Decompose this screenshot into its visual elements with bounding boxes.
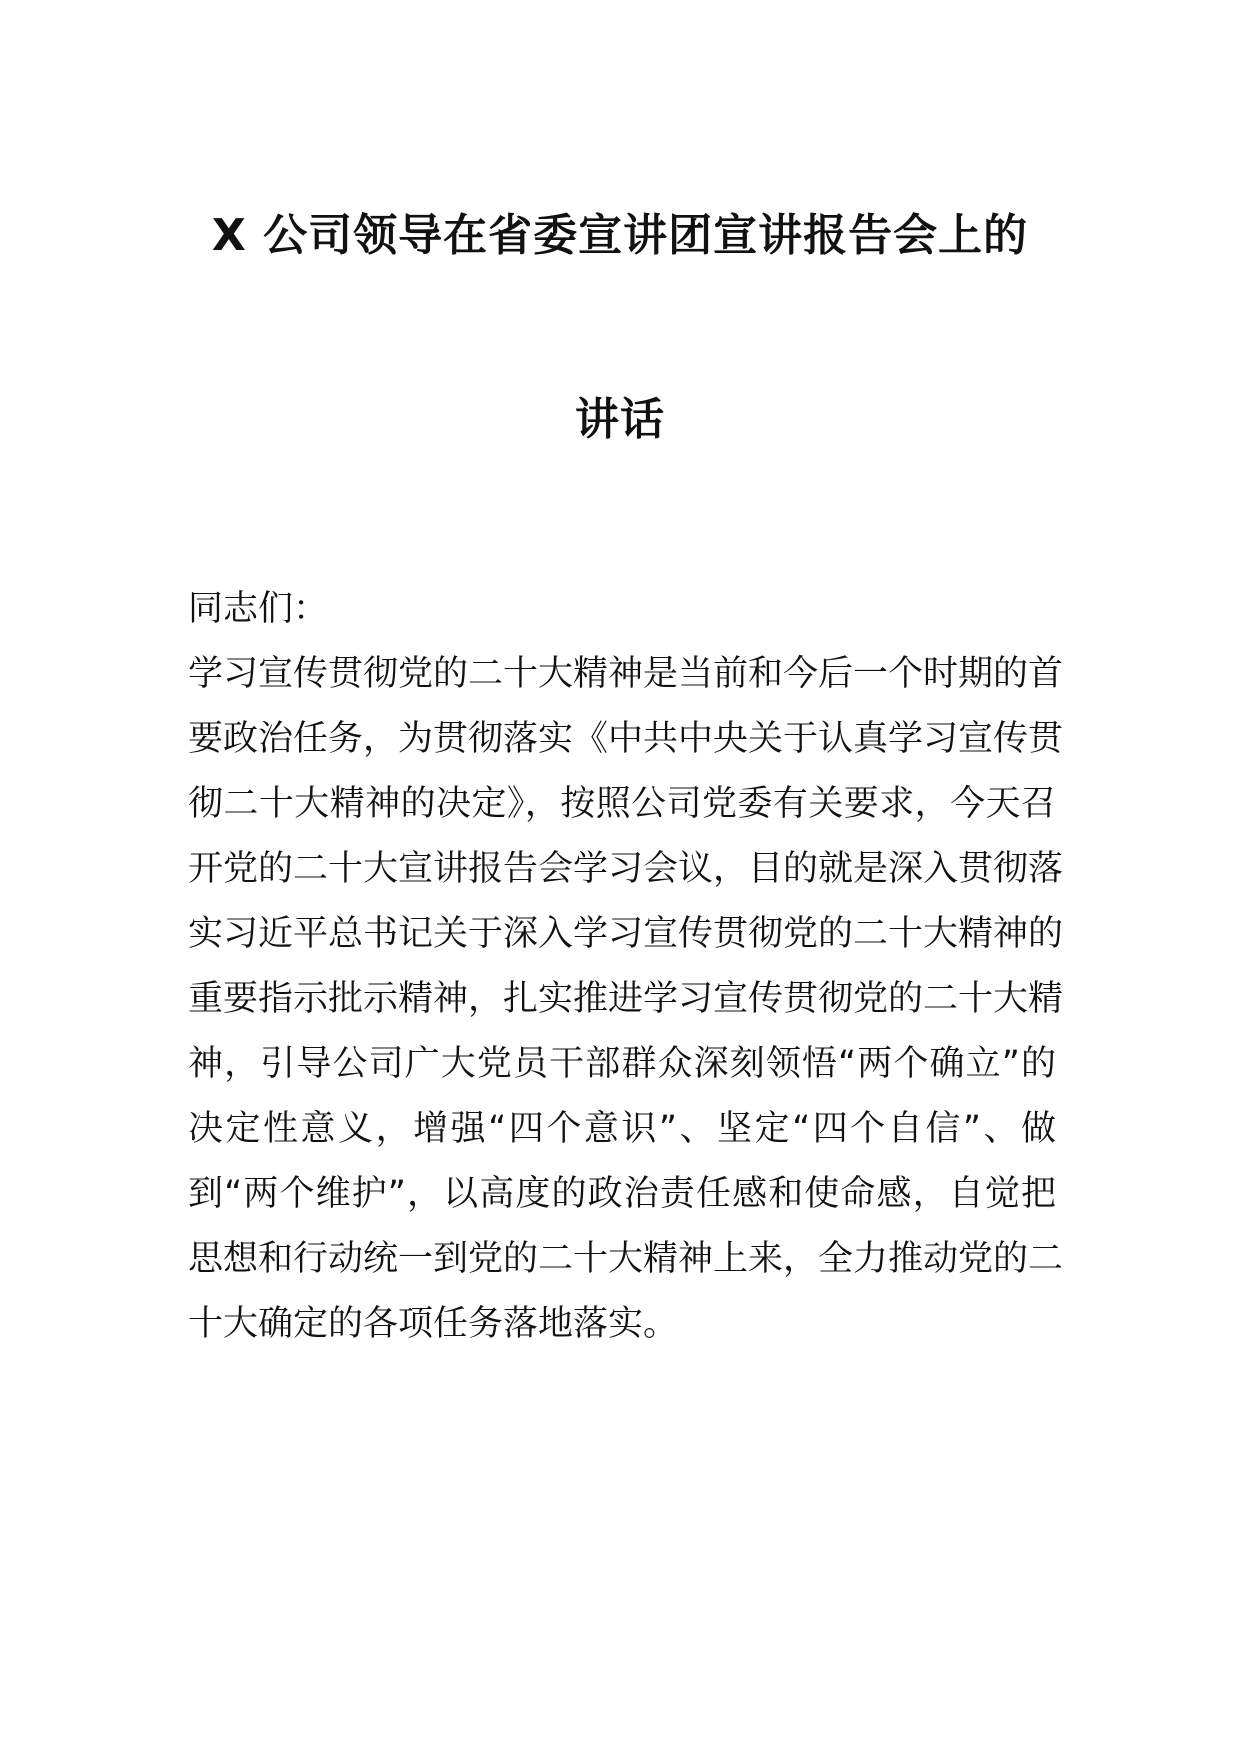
paragraph-line: 神，引导公司广大党员干部群众深刻领悟“两个确立”的 [188, 1044, 1056, 1084]
document-title-line-1: X 公司领导在省委宣讲团宣讲报告会上的 [211, 210, 1029, 261]
paragraph-line: 实习近平总书记关于深入学习宣传贯彻党的二十大精神的 [188, 914, 1064, 954]
document-body [188, 577, 1064, 1357]
paragraph-line: 开党的二十大宣讲报告会学习会议，目的就是深入贯彻落 [188, 849, 1064, 889]
paragraph-line: 要政治任务，为贯彻落实《中共中央关于认真学习宣传贯 [188, 719, 1064, 759]
salutation: 同志们： [188, 589, 329, 629]
paragraph-line: 决定性意义，增强“四个意识”、坚定“四个自信”、做 [188, 1109, 1056, 1149]
paragraph-line: 思想和行动统一到党的二十大精神上来，全力推动党的二 [188, 1239, 1064, 1279]
paragraph-line: 到“两个维护”，以高度的政治责任感和使命感，自觉把 [188, 1174, 1056, 1214]
document-title-line-2: 讲话 [575, 394, 665, 445]
paragraph-line: 十大确定的各项任务落地落实。 [188, 1304, 679, 1344]
paragraph-line: 彻二十大精神的决定》，按照公司党委有关要求，今天召 [188, 784, 1056, 824]
paragraph-line: 学习宣传贯彻党的二十大精神是当前和今后一个时期的首 [188, 654, 1064, 694]
paragraph-line: 重要指示批示精神，扎实推进学习宣传贯彻党的二十大精 [188, 979, 1064, 1019]
